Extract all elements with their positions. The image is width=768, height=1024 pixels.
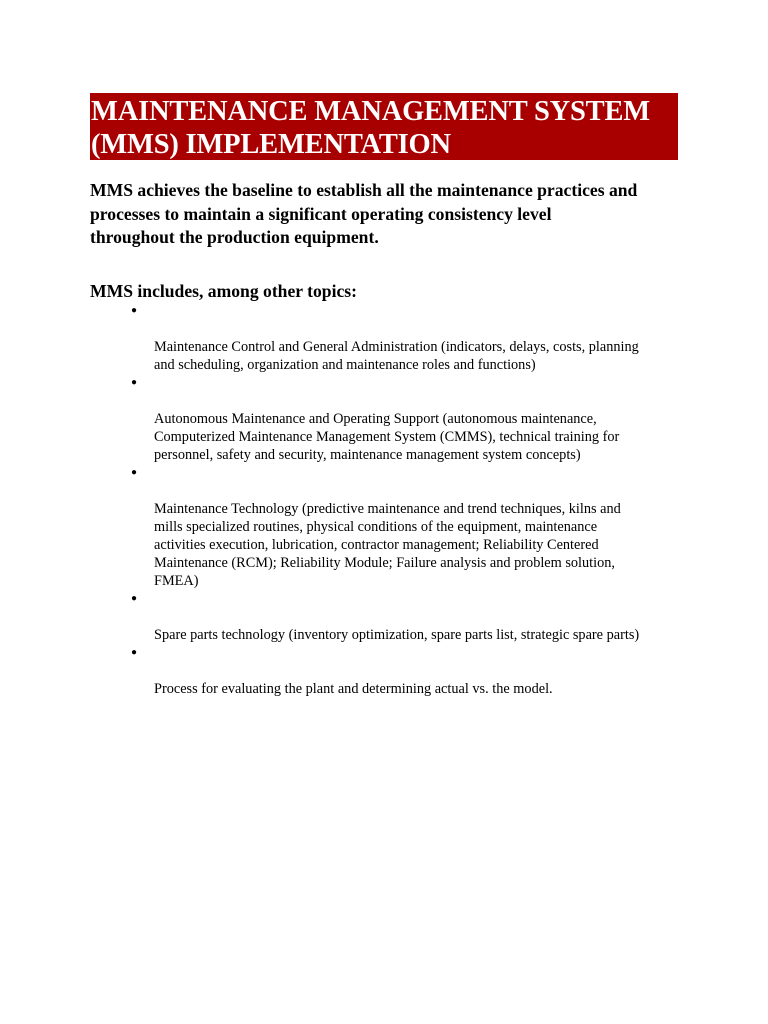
list-item-text: Process for evaluating the plant and determining actual vs. the model. [154, 681, 553, 697]
list-item-text: Autonomous Maintenance and Operating Support (autonomous maintenance, Computerized Maintenance Management System (CMMS), technical training for personnel, safety and security, maintenance management system concepts) [154, 411, 620, 463]
bullet-icon: ● [131, 377, 138, 388]
bullet-icon: ● [131, 305, 138, 316]
list-item [90, 590, 690, 644]
list-item [90, 374, 690, 464]
list-item-text: Maintenance Technology (predictive maintenance and trend techniques, kilns and mills specialized routines, physical conditions of the equipment, maintenance activities execution, lubrication, contractor management; Reliability Centered Maintenance (RCM); Reliability Module; Failure analysis and problem solution, FMEA) [154, 501, 621, 589]
list-item-text: Maintenance Control and General Administration (indicators, delays, costs, planning and scheduling, organization and maintenance roles and functions) [154, 339, 639, 373]
topics-heading: MMS includes, among other topics: [90, 281, 357, 301]
page-title: MAINTENANCE MANAGEMENT SYSTEM (MMS) IMPLEMENTATION [91, 96, 650, 160]
list-item [90, 302, 690, 374]
intro-paragraph: MMS achieves the baseline to establish all the maintenance practices and processes to maintain a significant operating consistency level throughout the production equipment. [90, 180, 638, 247]
list-item [90, 644, 690, 698]
title-banner [90, 93, 678, 160]
bullet-icon: ● [131, 647, 138, 658]
bullet-icon: ● [131, 593, 138, 604]
topics-list [90, 302, 690, 698]
bullet-icon: ● [131, 467, 138, 478]
list-item [90, 464, 690, 590]
list-item-text: Spare parts technology (inventory optimization, spare parts list, strategic spare parts) [154, 627, 640, 643]
